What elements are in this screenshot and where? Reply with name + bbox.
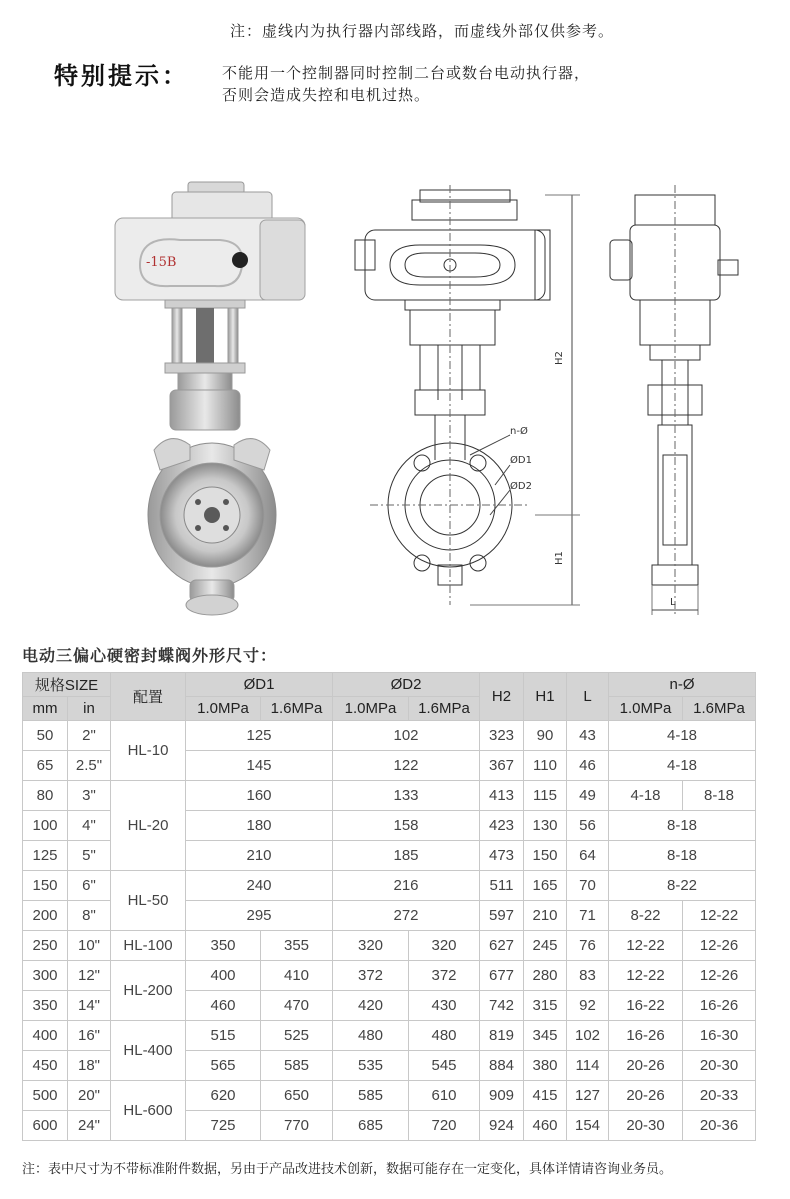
cell-l: 49	[567, 781, 609, 811]
cell-d2-16mpa: 480	[409, 1021, 480, 1051]
header-d1-1mpa: 1.0MPa	[186, 697, 261, 721]
cell-h2: 511	[480, 871, 524, 901]
cell-in: 12"	[68, 961, 111, 991]
label-d1: ØD1	[510, 455, 532, 466]
cell-d1-16mpa: 525	[261, 1021, 333, 1051]
label-l: L	[670, 597, 676, 608]
cell-h1: 460	[524, 1111, 567, 1141]
cell-config: HL-50	[111, 871, 186, 931]
cell-config: HL-600	[111, 1081, 186, 1141]
cell-l: 114	[567, 1051, 609, 1081]
cell-l: 70	[567, 871, 609, 901]
cell-mm: 125	[23, 841, 68, 871]
cell-mm: 600	[23, 1111, 68, 1141]
cell-l: 154	[567, 1111, 609, 1141]
cell-d1: 125	[186, 721, 333, 751]
cell-l: 76	[567, 931, 609, 961]
table-row	[23, 1081, 756, 1111]
cell-mm: 350	[23, 991, 68, 1021]
cell-h2: 924	[480, 1111, 524, 1141]
cell-d1-16mpa: 470	[261, 991, 333, 1021]
cell-d2-1mpa: 372	[333, 961, 409, 991]
cell-h1: 315	[524, 991, 567, 1021]
cell-in: 14"	[68, 991, 111, 1021]
cell-h1: 150	[524, 841, 567, 871]
cell-l: 83	[567, 961, 609, 991]
cell-l: 92	[567, 991, 609, 1021]
cell-config: HL-10	[111, 721, 186, 781]
valve-product-photo	[110, 180, 320, 620]
cell-d1: 295	[186, 901, 333, 931]
cell-n-phi-1mpa: 8-22	[609, 901, 683, 931]
cell-n-phi-1mpa: 16-26	[609, 1021, 683, 1051]
header-d2-1mpa: 1.0MPa	[333, 697, 409, 721]
cell-h2: 367	[480, 751, 524, 781]
cell-mm: 450	[23, 1051, 68, 1081]
special-notice-text	[222, 62, 590, 106]
cell-h1: 380	[524, 1051, 567, 1081]
cell-d1-1mpa: 400	[186, 961, 261, 991]
cell-n-phi-16mpa: 8-18	[683, 781, 756, 811]
header-l: L	[567, 673, 609, 721]
cell-l: 56	[567, 811, 609, 841]
cell-d2: 102	[333, 721, 480, 751]
special-notice-line-1: 不能用一个控制器同时控制二台或数台电动执行器，	[222, 64, 591, 82]
cell-n-phi: 4-18	[609, 751, 756, 781]
footnote: 注：表中尺寸为不带标准附件数据，另由于产品改进技术创新，数据可能存在一定变化，具体详情请咨询业务员。	[22, 1162, 673, 1177]
cell-mm: 250	[23, 931, 68, 961]
cell-d2: 158	[333, 811, 480, 841]
cell-h1: 415	[524, 1081, 567, 1111]
table-row	[23, 871, 756, 901]
cell-h1: 130	[524, 811, 567, 841]
cell-in: 2"	[68, 721, 111, 751]
cell-h2: 909	[480, 1081, 524, 1111]
header-n-16mpa: 1.6MPa	[683, 697, 756, 721]
cell-n-phi-16mpa: 12-26	[683, 961, 756, 991]
cell-l: 43	[567, 721, 609, 751]
cell-h1: 245	[524, 931, 567, 961]
cell-n-phi-16mpa: 12-22	[683, 901, 756, 931]
cell-d1-1mpa: 460	[186, 991, 261, 1021]
cell-h2: 323	[480, 721, 524, 751]
cell-in: 18"	[68, 1051, 111, 1081]
cell-l: 71	[567, 901, 609, 931]
label-h1: H1	[554, 551, 565, 565]
table-row	[23, 781, 756, 811]
cell-h2: 627	[480, 931, 524, 961]
cell-h1: 210	[524, 901, 567, 931]
table-row	[23, 961, 756, 991]
cell-d1: 160	[186, 781, 333, 811]
cell-n-phi: 4-18	[609, 721, 756, 751]
label-d2: ØD2	[510, 481, 532, 492]
label-h2: H2	[554, 351, 565, 365]
cell-d1-1mpa: 725	[186, 1111, 261, 1141]
cell-d2-1mpa: 585	[333, 1081, 409, 1111]
header-h2: H2	[480, 673, 524, 721]
cell-n-phi: 8-18	[609, 811, 756, 841]
cell-config: HL-100	[111, 931, 186, 961]
table-title: 电动三偏心硬密封蝶阀外形尺寸：	[22, 646, 278, 665]
cell-n-phi-16mpa: 20-36	[683, 1111, 756, 1141]
cell-h2: 413	[480, 781, 524, 811]
cell-in: 3"	[68, 781, 111, 811]
cell-h1: 280	[524, 961, 567, 991]
header-n-phi: n-Ø	[609, 673, 756, 697]
cell-l: 46	[567, 751, 609, 781]
cell-l: 64	[567, 841, 609, 871]
cell-n-phi-16mpa: 20-30	[683, 1051, 756, 1081]
cell-n-phi: 8-22	[609, 871, 756, 901]
cell-n-phi-16mpa: 16-26	[683, 991, 756, 1021]
cell-in: 20"	[68, 1081, 111, 1111]
cell-d1: 240	[186, 871, 333, 901]
cell-n-phi: 8-18	[609, 841, 756, 871]
cell-d2-1mpa: 685	[333, 1111, 409, 1141]
cell-h1: 110	[524, 751, 567, 781]
cell-d2: 122	[333, 751, 480, 781]
cell-d1: 180	[186, 811, 333, 841]
table-row	[23, 931, 756, 961]
cell-mm: 65	[23, 751, 68, 781]
cell-d2: 133	[333, 781, 480, 811]
cell-d1-16mpa: 585	[261, 1051, 333, 1081]
cell-h2: 677	[480, 961, 524, 991]
cell-d1-1mpa: 620	[186, 1081, 261, 1111]
cell-in: 6"	[68, 871, 111, 901]
header-h1: H1	[524, 673, 567, 721]
cell-d1: 145	[186, 751, 333, 781]
cell-d1-16mpa: 355	[261, 931, 333, 961]
cell-mm: 150	[23, 871, 68, 901]
cell-mm: 100	[23, 811, 68, 841]
cell-n-phi-1mpa: 16-22	[609, 991, 683, 1021]
cell-h2: 423	[480, 811, 524, 841]
table-row	[23, 721, 756, 751]
header-d2: ØD2	[333, 673, 480, 697]
cell-n-phi-1mpa: 12-22	[609, 961, 683, 991]
header-d1: ØD1	[186, 673, 333, 697]
cell-d2: 272	[333, 901, 480, 931]
table-row	[23, 1021, 756, 1051]
header-mm: mm	[23, 697, 68, 721]
cell-config: HL-400	[111, 1021, 186, 1081]
cell-h1: 165	[524, 871, 567, 901]
header-in: in	[68, 697, 111, 721]
cell-in: 10"	[68, 931, 111, 961]
cell-n-phi-1mpa: 4-18	[609, 781, 683, 811]
actuator-label: -15B	[146, 255, 177, 270]
cell-config: HL-20	[111, 781, 186, 871]
cell-d2-16mpa: 430	[409, 991, 480, 1021]
cell-in: 16"	[68, 1021, 111, 1051]
cell-n-phi-16mpa: 16-30	[683, 1021, 756, 1051]
cell-config: HL-200	[111, 961, 186, 1021]
cell-d2-1mpa: 320	[333, 931, 409, 961]
cell-d2-1mpa: 480	[333, 1021, 409, 1051]
special-notice-title: 特别提示：	[54, 62, 189, 90]
cell-d1-1mpa: 350	[186, 931, 261, 961]
cell-in: 4"	[68, 811, 111, 841]
header-size: 规格SIZE	[23, 673, 111, 697]
cell-l: 127	[567, 1081, 609, 1111]
header-d2-16mpa: 1.6MPa	[409, 697, 480, 721]
cell-d1-1mpa: 565	[186, 1051, 261, 1081]
cell-in: 2.5"	[68, 751, 111, 781]
cell-n-phi-16mpa: 20-33	[683, 1081, 756, 1111]
cell-in: 8"	[68, 901, 111, 931]
cell-n-phi-1mpa: 20-26	[609, 1081, 683, 1111]
cell-d2-16mpa: 545	[409, 1051, 480, 1081]
cell-in: 5"	[68, 841, 111, 871]
side-view-drawing	[600, 185, 750, 620]
cell-h2: 819	[480, 1021, 524, 1051]
cell-mm: 50	[23, 721, 68, 751]
special-notice-line-2: 否则会造成失控和电机过热。	[222, 86, 431, 104]
cell-d2: 216	[333, 871, 480, 901]
cell-d2-1mpa: 535	[333, 1051, 409, 1081]
cell-d2-16mpa: 372	[409, 961, 480, 991]
header-d1-16mpa: 1.6MPa	[261, 697, 333, 721]
cell-h2: 884	[480, 1051, 524, 1081]
cell-l: 102	[567, 1021, 609, 1051]
cell-d1-1mpa: 515	[186, 1021, 261, 1051]
cell-in: 24"	[68, 1111, 111, 1141]
cell-n-phi-1mpa: 12-22	[609, 931, 683, 961]
cell-mm: 300	[23, 961, 68, 991]
cell-mm: 80	[23, 781, 68, 811]
cell-d2-16mpa: 320	[409, 931, 480, 961]
cell-mm: 400	[23, 1021, 68, 1051]
cell-d2-1mpa: 420	[333, 991, 409, 1021]
cell-h2: 473	[480, 841, 524, 871]
cell-d1-16mpa: 770	[261, 1111, 333, 1141]
cell-h1: 115	[524, 781, 567, 811]
cell-d2-16mpa: 610	[409, 1081, 480, 1111]
cell-mm: 500	[23, 1081, 68, 1111]
cell-d1: 210	[186, 841, 333, 871]
front-view-drawing	[350, 185, 590, 615]
cell-mm: 200	[23, 901, 68, 931]
header-n-1mpa: 1.0MPa	[609, 697, 683, 721]
label-n-phi: n-Ø	[510, 426, 528, 437]
header-config: 配置	[111, 673, 186, 721]
cell-h2: 597	[480, 901, 524, 931]
cell-h1: 90	[524, 721, 567, 751]
cell-d1-16mpa: 650	[261, 1081, 333, 1111]
top-note: 注：虚线内为执行器内部线路，而虚线外部仅供参考。	[230, 22, 615, 40]
cell-n-phi-16mpa: 12-26	[683, 931, 756, 961]
cell-d2-16mpa: 720	[409, 1111, 480, 1141]
cell-n-phi-1mpa: 20-26	[609, 1051, 683, 1081]
cell-d1-16mpa: 410	[261, 961, 333, 991]
cell-n-phi-1mpa: 20-30	[609, 1111, 683, 1141]
cell-h2: 742	[480, 991, 524, 1021]
dimension-table	[22, 672, 756, 1141]
cell-d2: 185	[333, 841, 480, 871]
cell-h1: 345	[524, 1021, 567, 1051]
